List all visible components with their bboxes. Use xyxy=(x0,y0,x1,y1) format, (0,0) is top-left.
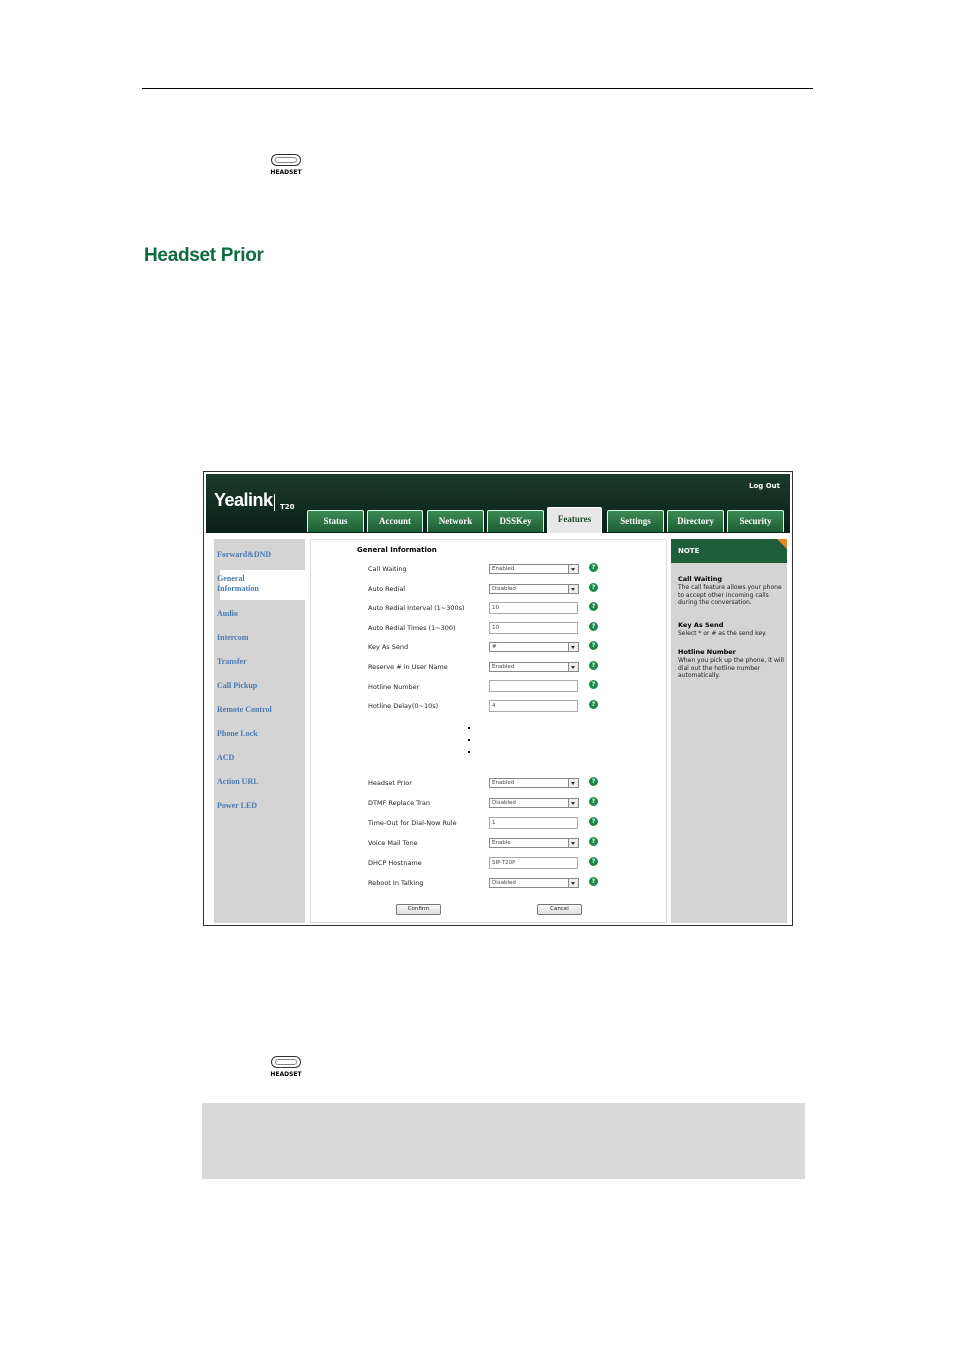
sidebar-item-audio[interactable]: Audio xyxy=(217,609,238,618)
sidebar-item-forward-dnd[interactable]: Forward&DND xyxy=(217,550,272,559)
sidebar-item-general-information[interactable]: General Information xyxy=(217,574,259,593)
model-label: T20 xyxy=(280,503,295,511)
hotline-delay-input[interactable]: 4 xyxy=(489,700,578,712)
help-icon[interactable]: ? xyxy=(589,817,598,826)
dhcp-hostname-input[interactable]: SIP-T20P xyxy=(489,857,578,869)
help-icon[interactable]: ? xyxy=(589,797,598,806)
help-icon[interactable]: ? xyxy=(589,857,598,866)
tab-dsskey[interactable]: DSSKey xyxy=(487,510,544,532)
help-icon[interactable]: ? xyxy=(589,837,598,846)
tab-features[interactable]: Features xyxy=(547,507,602,533)
help-icon[interactable]: ? xyxy=(589,661,598,670)
hotline-number-input[interactable] xyxy=(489,680,578,692)
reserve-hash-select[interactable]: Enabled xyxy=(489,662,579,672)
ellipsis-dot xyxy=(468,751,470,753)
reboot-in-talking-select[interactable]: Disabled xyxy=(489,878,579,888)
note-title: Call Waiting xyxy=(678,575,723,583)
help-icon[interactable]: ? xyxy=(589,583,598,592)
help-icon[interactable]: ? xyxy=(589,680,598,689)
tab-network[interactable]: Network xyxy=(427,510,484,532)
voice-mail-tone-select[interactable]: Enable xyxy=(489,838,579,848)
field-label: Reboot In Talking xyxy=(368,879,424,887)
sidebar-item-intercom[interactable]: Intercom xyxy=(217,633,249,642)
sidebar-item-power-led[interactable]: Power LED xyxy=(217,801,258,810)
header-rule xyxy=(142,88,813,89)
note-title: Key As Send xyxy=(678,621,724,629)
form-title: General Information xyxy=(357,546,437,554)
confirm-button[interactable]: Confirm xyxy=(396,904,441,915)
field-label: Call Waiting xyxy=(368,565,407,573)
field-label: Key As Send xyxy=(368,643,409,651)
tab-account[interactable]: Account xyxy=(367,510,423,532)
headset-key-icon xyxy=(266,1056,306,1082)
help-icon[interactable]: ? xyxy=(589,602,598,611)
note-title: Hotline Number xyxy=(678,648,736,656)
note-text: When you pick up the phone, it will dial out the hotline number automatically. xyxy=(678,657,784,679)
auto-redial-select[interactable]: Disabled xyxy=(489,584,579,594)
sidebar-item-call-pickup[interactable]: Call Pickup xyxy=(217,681,258,690)
dial-now-timeout-input[interactable]: 1 xyxy=(489,817,578,829)
sidebar-item-acd[interactable]: ACD xyxy=(217,753,235,762)
help-icon[interactable]: ? xyxy=(589,641,598,650)
top-bar xyxy=(206,474,790,533)
help-icon[interactable]: ? xyxy=(589,700,598,709)
logo-separator xyxy=(274,494,275,511)
field-label: Auto Redial Interval (1~300s) xyxy=(368,604,465,612)
note-corner-icon xyxy=(777,539,787,549)
brand-logo: Yealink xyxy=(214,490,273,510)
tab-security[interactable]: Security xyxy=(727,510,784,532)
field-label: Reserve # in User Name xyxy=(368,663,448,671)
auto-redial-times-input[interactable]: 10 xyxy=(489,622,578,634)
field-label: DHCP Hostname xyxy=(368,859,422,867)
tab-settings[interactable]: Settings xyxy=(607,510,664,532)
dtmf-replace-tran-select[interactable]: Disabled xyxy=(489,798,579,808)
ellipsis-dot xyxy=(468,739,470,741)
help-icon[interactable]: ? xyxy=(589,877,598,886)
sidebar-item-remote-control[interactable]: Remote Control xyxy=(217,705,272,714)
note-text: Select * or # as the send key. xyxy=(678,630,767,637)
key-as-send-select[interactable]: # xyxy=(489,642,579,652)
note-text: The call feature allows your phone to accept other incoming calls during the conversation. xyxy=(678,584,782,606)
auto-redial-interval-input[interactable]: 10 xyxy=(489,602,578,614)
field-label: Auto Redial xyxy=(368,585,406,593)
help-icon[interactable]: ? xyxy=(589,563,598,572)
field-label: DTMF Replace Tran xyxy=(368,799,430,807)
field-label: Hotline Delay(0~10s) xyxy=(368,702,439,710)
field-label: Auto Redial Times (1~300) xyxy=(368,624,456,632)
headset-key-label: HEADSET xyxy=(270,169,302,176)
help-icon[interactable]: ? xyxy=(589,777,598,786)
sidebar-item-transfer[interactable]: Transfer xyxy=(217,657,247,666)
headset-prior-select[interactable]: Enabled xyxy=(489,778,579,788)
logout-link[interactable]: Log Out xyxy=(749,482,780,490)
cancel-button[interactable]: Cancel xyxy=(537,904,582,915)
call-waiting-select[interactable]: Enabled xyxy=(489,564,579,574)
web-ui-screenshot xyxy=(203,471,793,926)
tab-directory[interactable]: Directory xyxy=(667,510,724,532)
sidebar-item-action-url[interactable]: Action URL xyxy=(217,777,259,786)
field-label: Hotline Number xyxy=(368,683,420,691)
note-heading: NOTE xyxy=(671,539,787,563)
field-label: Time-Out for Dial-Now Rule xyxy=(368,819,457,827)
field-label: Headset Prior xyxy=(368,779,412,787)
section-title: Headset Prior xyxy=(144,245,264,266)
headset-key-icon xyxy=(266,154,306,180)
note-box xyxy=(202,1103,805,1179)
tab-status[interactable]: Status xyxy=(307,510,364,532)
ellipsis-dot xyxy=(468,727,470,729)
sidebar-item-phone-lock[interactable]: Phone Lock xyxy=(217,729,258,738)
field-label: Voice Mail Tone xyxy=(368,839,418,847)
note-panel xyxy=(671,539,787,923)
help-icon[interactable]: ? xyxy=(589,622,598,631)
headset-key-label: HEADSET xyxy=(270,1071,302,1078)
